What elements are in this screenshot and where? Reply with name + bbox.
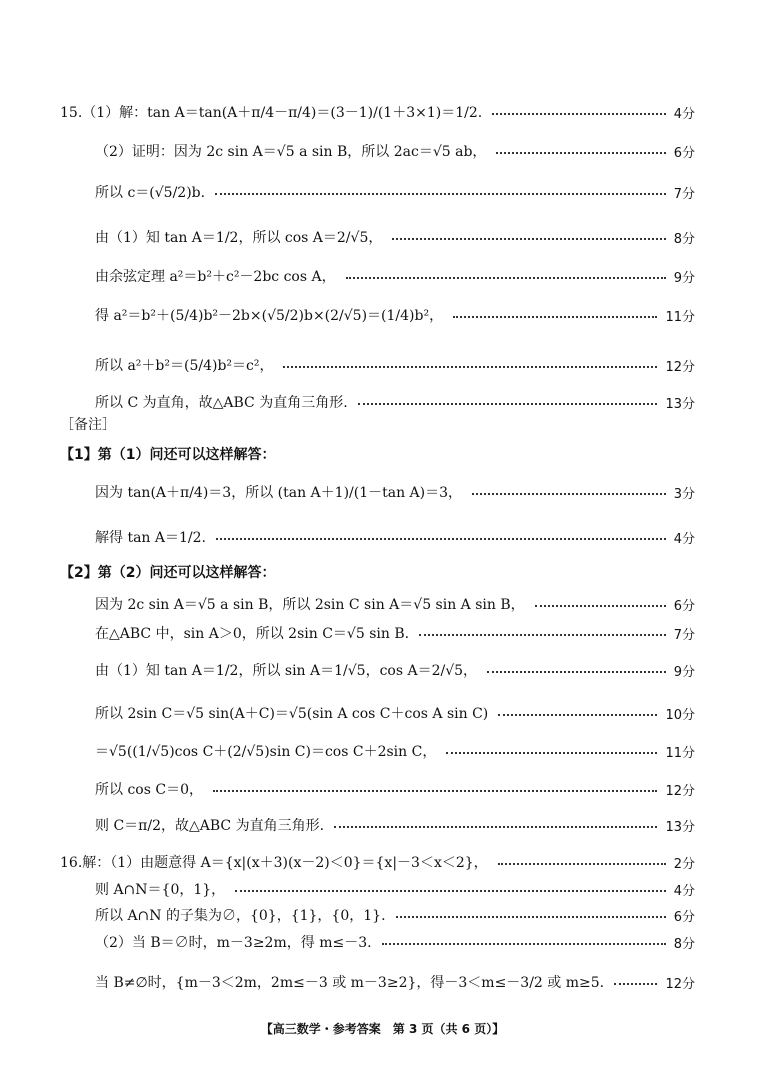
leader-dots xyxy=(213,790,657,792)
line-text: （2）证明：因为 2c sin A＝√5 a sin B，所以 2ac＝√5 ab， xyxy=(95,144,487,160)
answer-line xyxy=(95,623,695,643)
answer-line xyxy=(95,779,695,799)
score-points: 10分 xyxy=(665,707,695,723)
leader-dots xyxy=(498,863,666,865)
line-text: 当 B≠∅时，{m－3＜2m，2m≤－3 或 m－3≥2}，得－3＜m≤－3/2 或 m≥5. xyxy=(95,975,605,991)
answer-line xyxy=(95,392,695,412)
answer-line xyxy=(60,562,695,582)
line-text: 则 C＝π/2，故△ABC 为直角三角形. xyxy=(95,818,325,834)
answer-line xyxy=(95,703,695,723)
line-text: 所以 cos C＝0， xyxy=(95,782,203,798)
leader-dots xyxy=(614,983,657,985)
line-text: ＝√5((1/√5)cos C＋(2/√5)sin C)＝cos C＋2sin C， xyxy=(95,744,437,760)
leader-dots xyxy=(382,943,666,945)
answer-line xyxy=(95,815,695,835)
leader-dots xyxy=(358,403,658,405)
line-text: 【2】第（2）问还可以这样解答： xyxy=(60,565,276,581)
answer-line xyxy=(95,741,695,761)
line-text: 所以 C 为直角，故△ABC 为直角三角形. xyxy=(95,395,348,411)
answer-line xyxy=(60,444,695,464)
score-points: 6分 xyxy=(673,909,695,925)
line-text: 所以 a²＋b²＝(5/4)b²＝c²， xyxy=(95,358,274,374)
line-text: 得 a²＝b²＋(5/4)b²－2b×(√5/2)b×(2/√5)＝(1/4)b²， xyxy=(95,308,444,324)
line-text: 因为 2c sin A＝√5 a sin B，所以 2sin C sin A＝√5 sin A sin B， xyxy=(95,597,525,613)
answer-line xyxy=(95,482,695,502)
score-points: 2分 xyxy=(673,856,695,872)
line-text: 所以 2sin C＝√5 sin(A＋C)＝√5(sin A cos C＋cos A sin C) xyxy=(95,706,489,722)
score-points: 8分 xyxy=(673,231,695,247)
leader-dots xyxy=(487,671,666,673)
line-text: （2）当 B＝∅时，m－3≥2m，得 m≤－3. xyxy=(95,935,372,951)
line-text: 由余弦定理 a²＝b²＋c²－2bc cos A， xyxy=(95,269,336,285)
score-points: 9分 xyxy=(673,270,695,286)
answer-line xyxy=(95,905,695,925)
line-text: 15.（1）解：tan A＝tan(A＋π/4－π/4)＝(3－1)/(1＋3×1)＝1/2. xyxy=(60,105,483,121)
line-text: 由（1）知 tan A＝1/2，所以 sin A＝1/√5，cos A＝2/√5， xyxy=(95,663,478,679)
score-points: 7分 xyxy=(673,186,695,202)
leader-dots xyxy=(235,890,666,892)
leader-dots xyxy=(216,538,666,540)
line-text: 由（1）知 tan A＝1/2，所以 cos A＝2/√5， xyxy=(95,230,383,246)
answer-line xyxy=(95,305,695,325)
page-footer: 【高三数学・参考答案 第 3 页（共 6 页）】 xyxy=(260,1022,505,1036)
leader-dots xyxy=(472,493,666,495)
line-text: 因为 tan(A＋π/4)＝3，所以 (tan A＋1)/(1－tan A)＝3， xyxy=(95,485,463,501)
answer-line xyxy=(95,660,695,680)
score-points: 12分 xyxy=(665,783,695,799)
leader-dots xyxy=(346,277,666,279)
leader-dots xyxy=(419,634,666,636)
answer-line xyxy=(95,594,695,614)
answer-line xyxy=(60,852,695,872)
score-points: 12分 xyxy=(665,976,695,992)
answer-line xyxy=(95,227,695,247)
line-text: 所以 c＝(√5/2)b. xyxy=(95,185,206,201)
leader-dots xyxy=(396,916,666,918)
answer-line xyxy=(95,972,695,992)
line-text: 16.解：（1）由题意得 A＝{x|(x＋3)(x－2)＜0}＝{x|－3＜x＜2}， xyxy=(60,855,488,871)
line-text: 在△ABC 中，sin A＞0，所以 2sin C＝√5 sin B. xyxy=(95,626,410,642)
answer-line xyxy=(60,102,695,122)
answer-line xyxy=(95,527,695,547)
leader-dots xyxy=(334,826,657,828)
line-text: 解得 tan A＝1/2. xyxy=(95,530,206,546)
score-points: 4分 xyxy=(673,531,695,547)
line-text: 所以 A∩N 的子集为∅，{0}，{1}，{0，1}. xyxy=(95,908,386,924)
answer-line xyxy=(95,266,695,286)
score-points: 13分 xyxy=(665,819,695,835)
score-points: 11分 xyxy=(665,745,695,761)
score-points: 12分 xyxy=(665,359,695,375)
score-points: 4分 xyxy=(673,106,695,122)
leader-dots xyxy=(392,238,665,240)
leader-dots xyxy=(215,193,666,195)
leader-dots xyxy=(535,605,666,607)
leader-dots xyxy=(498,714,657,716)
score-points: 3分 xyxy=(673,486,695,502)
score-points: 6分 xyxy=(673,598,695,614)
leader-dots xyxy=(283,366,657,368)
score-points: 9分 xyxy=(673,664,695,680)
score-points: 7分 xyxy=(673,627,695,643)
answer-line xyxy=(95,879,695,899)
answer-line xyxy=(95,355,695,375)
line-text: ［备注］ xyxy=(60,417,116,433)
answer-line xyxy=(95,141,695,161)
line-text: 则 A∩N＝{0，1}， xyxy=(95,882,226,898)
answer-line xyxy=(95,182,695,202)
score-points: 11分 xyxy=(665,309,695,325)
leader-dots xyxy=(446,752,657,754)
score-points: 13分 xyxy=(665,396,695,412)
score-points: 8分 xyxy=(673,936,695,952)
leader-dots xyxy=(496,152,665,154)
leader-dots xyxy=(492,113,666,115)
answer-line xyxy=(95,932,695,952)
score-points: 6分 xyxy=(673,145,695,161)
answer-line xyxy=(60,414,695,434)
score-points: 4分 xyxy=(673,883,695,899)
leader-dots xyxy=(453,316,657,318)
line-text: 【1】第（1）问还可以这样解答： xyxy=(60,447,276,463)
